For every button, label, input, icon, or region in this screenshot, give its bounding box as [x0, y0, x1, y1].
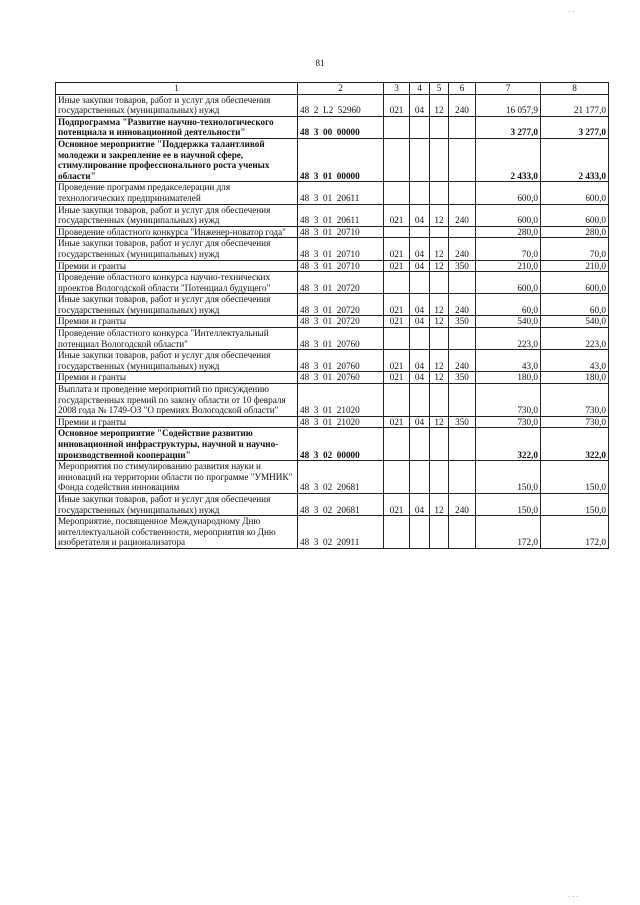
- row-amount-2: 730,0: [541, 384, 609, 417]
- row-subsection: [430, 226, 449, 238]
- row-code: 48 3 01 20720: [298, 272, 384, 294]
- table-row: [56, 316, 609, 328]
- row-subsection: 12: [430, 94, 449, 116]
- table-row: [56, 372, 609, 384]
- row-section: 04: [410, 94, 430, 116]
- row-section: 04: [410, 416, 430, 428]
- row-amount-2: 43,0: [541, 350, 609, 372]
- row-name: Иные закупки товаров, работ и услуг для обеспечения государственных (муниципальных) нужд: [56, 294, 298, 316]
- row-subsection: [430, 138, 449, 181]
- row-subsection: [430, 428, 449, 461]
- row-expense-type: 350: [449, 372, 476, 384]
- row-amount-1: 172,0: [476, 516, 541, 549]
- row-grbs: [384, 272, 410, 294]
- row-section: [410, 272, 430, 294]
- table-row: [56, 238, 609, 260]
- table-row: [56, 272, 609, 294]
- row-amount-1: 43,0: [476, 350, 541, 372]
- row-expense-type: 350: [449, 260, 476, 272]
- row-grbs: [384, 226, 410, 238]
- row-amount-2: 180,0: [541, 372, 609, 384]
- row-subsection: 12: [430, 294, 449, 316]
- row-section: [410, 138, 430, 181]
- row-amount-2: 3 277,0: [541, 116, 609, 138]
- row-name: Иные закупки товаров, работ и услуг для обеспечения государственных (муниципальных) нужд: [56, 238, 298, 260]
- table-row: [56, 516, 609, 549]
- row-section: [410, 428, 430, 461]
- row-code: 48 3 01 21020: [298, 384, 384, 417]
- row-amount-1: 150,0: [476, 461, 541, 494]
- row-amount-1: 540,0: [476, 316, 541, 328]
- row-subsection: 12: [430, 316, 449, 328]
- row-expense-type: [449, 272, 476, 294]
- row-amount-1: 280,0: [476, 226, 541, 238]
- row-grbs: [384, 182, 410, 204]
- row-amount-1: 730,0: [476, 416, 541, 428]
- header-col-5: 5: [430, 83, 449, 95]
- row-amount-1: 3 277,0: [476, 116, 541, 138]
- row-amount-2: 600,0: [541, 182, 609, 204]
- row-code: 48 3 02 00000: [298, 428, 384, 461]
- row-section: 04: [410, 260, 430, 272]
- table-row: [56, 226, 609, 238]
- table-body: [56, 94, 609, 548]
- row-subsection: [430, 116, 449, 138]
- row-section: 04: [410, 493, 430, 515]
- header-col-2: 2: [298, 83, 384, 95]
- row-code: 48 3 02 20681: [298, 461, 384, 494]
- row-name: Иные закупки товаров, работ и услуг для обеспечения государственных (муниципальных) нужд: [56, 493, 298, 515]
- row-amount-1: 730,0: [476, 384, 541, 417]
- row-subsection: 12: [430, 372, 449, 384]
- row-name: Подпрограмма "Развитие научно-технологического потенциала и инновационной деятельности": [56, 116, 298, 138]
- row-amount-2: 60,0: [541, 294, 609, 316]
- row-amount-2: 70,0: [541, 238, 609, 260]
- row-code: 48 3 02 20911: [298, 516, 384, 549]
- table-row: [56, 416, 609, 428]
- row-amount-1: 180,0: [476, 372, 541, 384]
- row-amount-2: 2 433,0: [541, 138, 609, 181]
- row-expense-type: 240: [449, 294, 476, 316]
- row-expense-type: 240: [449, 493, 476, 515]
- row-amount-2: 150,0: [541, 461, 609, 494]
- row-subsection: [430, 384, 449, 417]
- row-amount-1: 150,0: [476, 493, 541, 515]
- row-section: [410, 116, 430, 138]
- row-grbs: 021: [384, 416, 410, 428]
- row-name: Проведение программ предакселерации для технологических предпринимателей: [56, 182, 298, 204]
- row-expense-type: 350: [449, 416, 476, 428]
- scan-mark-bottom: · · ·: [568, 893, 579, 901]
- row-grbs: 021: [384, 94, 410, 116]
- row-expense-type: 240: [449, 94, 476, 116]
- row-section: [410, 461, 430, 494]
- row-subsection: 12: [430, 416, 449, 428]
- row-subsection: 12: [430, 204, 449, 226]
- row-expense-type: [449, 226, 476, 238]
- row-code: 48 3 01 20760: [298, 372, 384, 384]
- row-subsection: 12: [430, 238, 449, 260]
- header-col-1: 1: [56, 83, 298, 95]
- row-expense-type: 240: [449, 350, 476, 372]
- row-grbs: [384, 516, 410, 549]
- row-amount-2: 172,0: [541, 516, 609, 549]
- row-name: Проведение областного конкурса "Интеллектуальный потенциал Вологодской области": [56, 328, 298, 350]
- page-number: 81: [315, 58, 325, 68]
- row-grbs: [384, 384, 410, 417]
- row-section: [410, 384, 430, 417]
- row-expense-type: 240: [449, 238, 476, 260]
- row-name: Премии и гранты: [56, 260, 298, 272]
- table-row: [56, 461, 609, 494]
- row-grbs: 021: [384, 350, 410, 372]
- row-name: Основное мероприятие "Поддержка талантливой молодежи и закрепление ее в научной сфере, стимулирование профессионального роста ученых области": [56, 138, 298, 181]
- row-code: 48 3 01 21020: [298, 416, 384, 428]
- row-expense-type: [449, 516, 476, 549]
- table-row: [56, 260, 609, 272]
- row-section: 04: [410, 294, 430, 316]
- row-code: 48 2 L2 52960: [298, 94, 384, 116]
- row-section: 04: [410, 238, 430, 260]
- row-section: [410, 226, 430, 238]
- row-name: Выплата и проведение мероприятий по присуждению государственных премий по закону области от 10 февраля 2008 года № 1749-ОЗ "О премиях Вологодской области": [56, 384, 298, 417]
- row-name: Проведение областного конкурса научно-технических проектов Вологодской области "Потенциал будущего": [56, 272, 298, 294]
- row-amount-2: 150,0: [541, 493, 609, 515]
- header-col-4: 4: [410, 83, 430, 95]
- row-amount-2: 600,0: [541, 272, 609, 294]
- row-name: Премии и гранты: [56, 316, 298, 328]
- row-code: 48 3 01 00000: [298, 138, 384, 181]
- row-name: Основное мероприятие "Содействие развитию инновационной инфраструктуры, научной и научно-производственной кооперации": [56, 428, 298, 461]
- row-amount-1: 322,0: [476, 428, 541, 461]
- row-grbs: [384, 116, 410, 138]
- row-name: Иные закупки товаров, работ и услуг для обеспечения государственных (муниципальных) нужд: [56, 204, 298, 226]
- row-expense-type: [449, 461, 476, 494]
- row-amount-2: 730,0: [541, 416, 609, 428]
- row-grbs: 021: [384, 316, 410, 328]
- row-amount-2: 600,0: [541, 204, 609, 226]
- row-amount-1: 2 433,0: [476, 138, 541, 181]
- row-amount-1: 210,0: [476, 260, 541, 272]
- row-amount-1: 16 057,9: [476, 94, 541, 116]
- table-row: [56, 294, 609, 316]
- table-row: [56, 384, 609, 417]
- row-name: Мероприятие, посвященное Международному Дню интеллектуальной собственности, мероприятия ко Дню изобретателя и рационализатора: [56, 516, 298, 549]
- table-row: [56, 94, 609, 116]
- row-expense-type: [449, 116, 476, 138]
- row-amount-1: 600,0: [476, 182, 541, 204]
- row-section: [410, 516, 430, 549]
- row-subsection: 12: [430, 350, 449, 372]
- row-amount-2: 21 177,0: [541, 94, 609, 116]
- row-subsection: 12: [430, 260, 449, 272]
- row-grbs: 021: [384, 238, 410, 260]
- header-col-3: 3: [384, 83, 410, 95]
- row-subsection: [430, 182, 449, 204]
- table-row: [56, 350, 609, 372]
- row-expense-type: [449, 182, 476, 204]
- budget-table: [55, 82, 609, 549]
- row-code: 48 3 02 20681: [298, 493, 384, 515]
- row-name: Иные закупки товаров, работ и услуг для обеспечения государственных (муниципальных) нужд: [56, 94, 298, 116]
- row-grbs: 021: [384, 493, 410, 515]
- row-amount-2: 210,0: [541, 260, 609, 272]
- row-amount-2: 540,0: [541, 316, 609, 328]
- row-expense-type: 240: [449, 204, 476, 226]
- row-grbs: 021: [384, 204, 410, 226]
- row-amount-1: 70,0: [476, 238, 541, 260]
- row-amount-2: 280,0: [541, 226, 609, 238]
- row-name: Премии и гранты: [56, 372, 298, 384]
- row-grbs: 021: [384, 294, 410, 316]
- row-grbs: 021: [384, 260, 410, 272]
- row-code: 48 3 01 20720: [298, 294, 384, 316]
- header-row: [56, 83, 609, 95]
- row-name: Мероприятия по стимулированию развития науки и инноваций на территории области по программе "УМНИК" Фонда содействия инновациям: [56, 461, 298, 494]
- row-section: 04: [410, 350, 430, 372]
- table-row: [56, 493, 609, 515]
- table-row: [56, 116, 609, 138]
- row-subsection: [430, 328, 449, 350]
- row-grbs: [384, 328, 410, 350]
- row-grbs: [384, 428, 410, 461]
- row-code: 48 3 01 20611: [298, 182, 384, 204]
- scan-mark-top: · ·: [568, 8, 575, 16]
- header-col-8: 8: [541, 83, 609, 95]
- header-col-6: 6: [449, 83, 476, 95]
- row-code: 48 3 01 20710: [298, 238, 384, 260]
- row-subsection: [430, 461, 449, 494]
- row-amount-2: 223,0: [541, 328, 609, 350]
- row-code: 48 3 01 20611: [298, 204, 384, 226]
- row-section: 04: [410, 204, 430, 226]
- row-expense-type: [449, 328, 476, 350]
- row-amount-2: 322,0: [541, 428, 609, 461]
- row-subsection: [430, 516, 449, 549]
- row-code: 48 3 01 20710: [298, 260, 384, 272]
- row-section: 04: [410, 372, 430, 384]
- row-expense-type: [449, 428, 476, 461]
- row-section: [410, 328, 430, 350]
- row-section: 04: [410, 316, 430, 328]
- table-row: [56, 204, 609, 226]
- row-code: 48 3 01 20720: [298, 316, 384, 328]
- row-name: Премии и гранты: [56, 416, 298, 428]
- header-col-7: 7: [476, 83, 541, 95]
- table-row: [56, 138, 609, 181]
- row-expense-type: [449, 384, 476, 417]
- table-row: [56, 328, 609, 350]
- row-code: 48 3 01 20760: [298, 350, 384, 372]
- row-expense-type: [449, 138, 476, 181]
- row-amount-1: 600,0: [476, 272, 541, 294]
- row-subsection: 12: [430, 493, 449, 515]
- row-section: [410, 182, 430, 204]
- row-subsection: [430, 272, 449, 294]
- row-code: 48 3 00 00000: [298, 116, 384, 138]
- row-grbs: [384, 138, 410, 181]
- row-amount-1: 600,0: [476, 204, 541, 226]
- table-row: [56, 428, 609, 461]
- row-expense-type: 350: [449, 316, 476, 328]
- row-name: Иные закупки товаров, работ и услуг для обеспечения государственных (муниципальных) нужд: [56, 350, 298, 372]
- row-amount-1: 223,0: [476, 328, 541, 350]
- row-name: Проведение областного конкурса "Инженер-новатор года": [56, 226, 298, 238]
- table-row: [56, 182, 609, 204]
- row-code: 48 3 01 20760: [298, 328, 384, 350]
- row-code: 48 3 01 20710: [298, 226, 384, 238]
- row-grbs: 021: [384, 372, 410, 384]
- row-amount-1: 60,0: [476, 294, 541, 316]
- row-grbs: [384, 461, 410, 494]
